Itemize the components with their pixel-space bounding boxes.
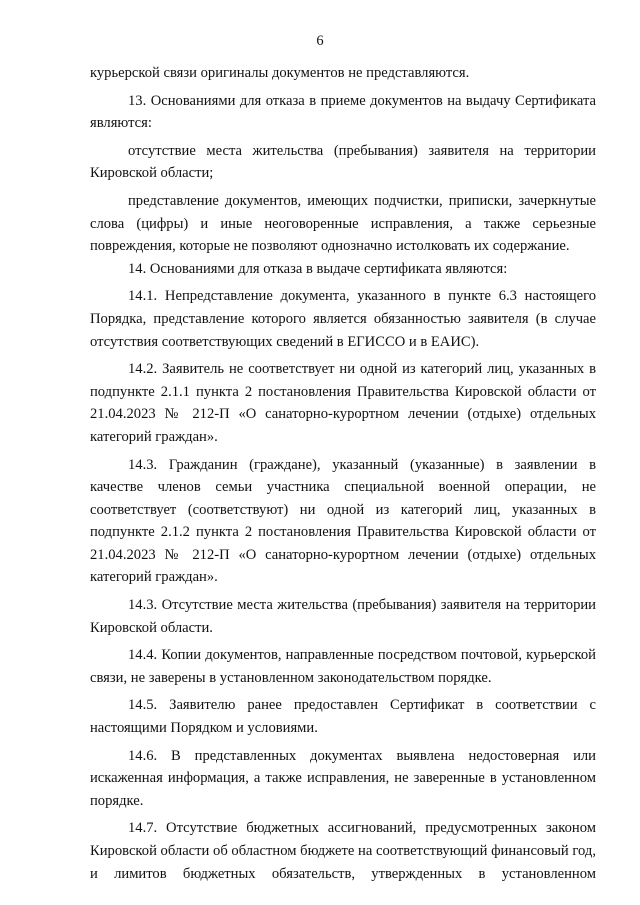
paragraph-14-5: 14.5. Заявителю ранее предоставлен Сертификат в соответствии с настоящими Порядком и условиями. — [90, 697, 596, 737]
paragraph-14-2: 14.2. Заявитель не соответствует ни одной из категорий лиц, указанных в подпункте 2.1.1 пункта 2 постановления Правительства Кировской области от 21.04.2023 № 212-П «О санаторно-курортном лечении (отдыхе) отдельных категорий граждан». — [90, 361, 596, 445]
paragraph-13-item-1: отсутствие места жительства (пребывания) заявителя на территории Кировской области; — [90, 142, 596, 182]
document-body — [90, 62, 596, 885]
paragraph-14-3-a: 14.3. Гражданин (граждане), указанный (указанные) в заявлении в качестве членов семьи участника специальной военной операции, не соответствует (соответствуют) ни одной из категорий лиц, указанных в подпункте 2.1.2 пункта 2 постановления Правительства Кировской области от 21.04.2023 № 212-П «О санаторно-курортном лечении (отдыхе) отдельных категорий граждан». — [90, 456, 596, 586]
paragraph-continuation: курьерской связи оригиналы документов не представляются. — [90, 65, 470, 81]
paragraph-14-7: 14.7. Отсутствие бюджетных ассигнований, предусмотренных законом Кировской области об областном бюджете на соответствующий финансовый год, и лимитов бюджетных обязательств, утвержденных в установленном — [90, 820, 596, 882]
paragraph-14-4: 14.4. Копии документов, направленные посредством почтовой, курьерской связи, не заверены в установленном законодательством порядке. — [90, 647, 596, 686]
paragraph-14: 14. Основаниями для отказа в выдаче сертификата являются: — [128, 260, 508, 277]
page-number: 6 — [316, 33, 324, 49]
paragraph-14-3-b: 14.3. Отсутствие места жительства (пребывания) заявителя на территории Кировской области. — [90, 597, 596, 636]
paragraph-14-1: 14.1. Непредставление документа, указанного в пункте 6.3 настоящего Порядка, представление которого является обязанностью заявителя (в случае отсутствия соответствующих сведений в ЕГИССО и в ЕАИС). — [90, 288, 596, 350]
paragraph-13: 13. Основаниями для отказа в приеме документов на выдачу Сертификата являются: — [90, 92, 596, 132]
paragraph-14-6: 14.6. В представленных документах выявлена недостоверная или искаженная информация, а также исправления, не заверенные в установленном порядке. — [90, 747, 596, 809]
paragraph-13-item-2: представление документов, имеющих подчистки, приписки, зачеркнутые слова (цифры) и иные неоговоренные исправления, а также серьезные повреждения, которые не позволяют однозначно истолковать их содержание. — [90, 192, 596, 255]
